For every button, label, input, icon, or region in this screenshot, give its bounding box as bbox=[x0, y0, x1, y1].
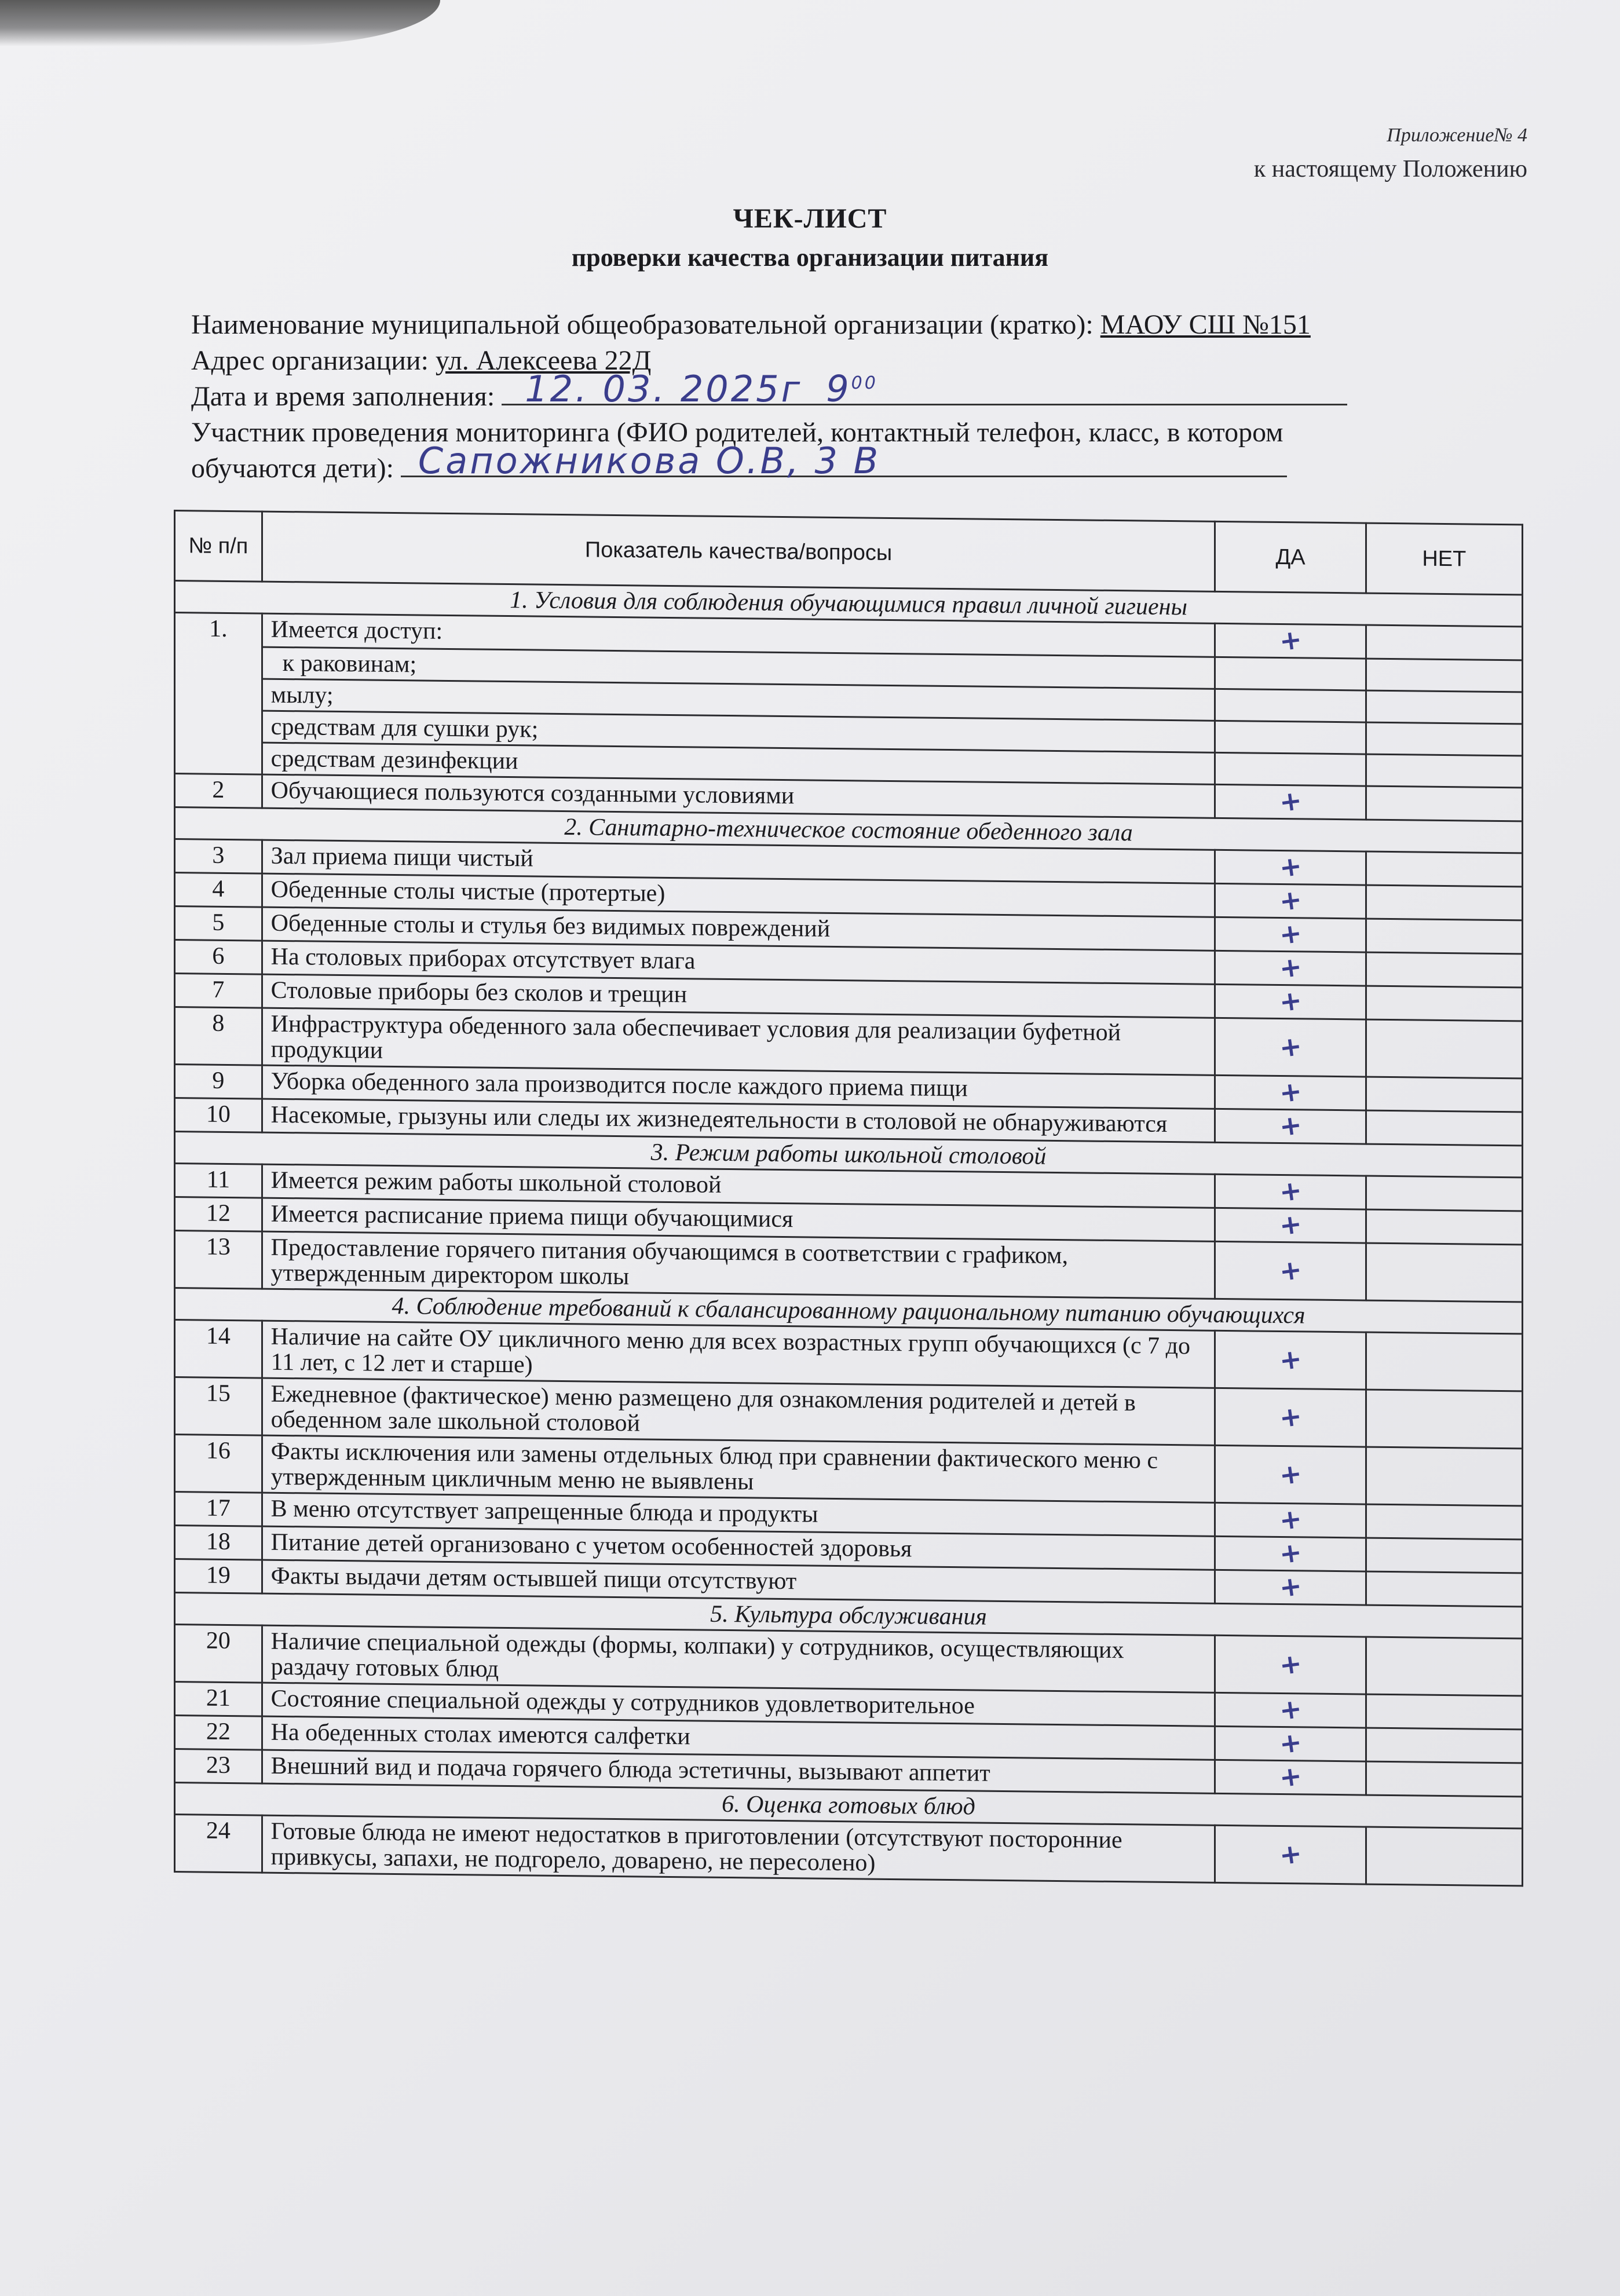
yes-cell[interactable] bbox=[1215, 917, 1366, 952]
subrow-item: к раковинам; bbox=[262, 647, 1215, 689]
row-question: Факты выдачи детям остывшей пищи отсутствуют bbox=[262, 1560, 1215, 1603]
yes-cell[interactable] bbox=[1215, 1502, 1366, 1538]
row-question: Обеденные столы и стулья без видимых повреждений bbox=[262, 907, 1215, 950]
row-question: Готовые блюда не имеют недостатков в приготовлении (отсутствуют посторонние привкусы, запахи, не подгорело, доварено, не пересолено) bbox=[262, 1815, 1215, 1882]
check-mark: + bbox=[1277, 784, 1304, 818]
yes-cell[interactable] bbox=[1215, 1536, 1366, 1571]
check-mark: + bbox=[1277, 1759, 1304, 1794]
row-number: 17 bbox=[175, 1492, 262, 1527]
header-num: № п/п bbox=[175, 511, 262, 582]
section-title: 1. Условия для соблюдения обучающимися правил личной гигиены bbox=[175, 581, 1523, 627]
checklist-table bbox=[174, 510, 1523, 1886]
row-number: 5 bbox=[175, 906, 262, 941]
yes-cell[interactable] bbox=[1215, 689, 1366, 722]
check-mark: + bbox=[1277, 1074, 1304, 1109]
row-question: Предоставление горячего питания обучающимся в соответствии с графиком, утвержденным директором школы bbox=[262, 1231, 1215, 1299]
no-cell[interactable] bbox=[1366, 1447, 1522, 1506]
row-number: 2 bbox=[175, 774, 262, 809]
row-question: Факты исключения или замены отдельных блюд при сравнении фактического меню с утвержденным цикличным меню не выявлены bbox=[262, 1435, 1215, 1502]
row-question: Столовые приборы без сколов и трещин bbox=[262, 974, 1215, 1018]
row-number: 18 bbox=[175, 1526, 262, 1560]
row-question: На обеденных столах имеются салфетки bbox=[262, 1716, 1215, 1760]
row-number: 13 bbox=[175, 1231, 262, 1289]
check-mark: + bbox=[1277, 1725, 1304, 1760]
no-cell[interactable] bbox=[1366, 1332, 1522, 1391]
row-question: Уборка обеденного зала производится после каждого приема пищи bbox=[262, 1065, 1215, 1109]
yes-cell[interactable] bbox=[1215, 1330, 1366, 1390]
document-subtitle: проверки качества организации питания bbox=[571, 243, 1049, 272]
yes-cell[interactable] bbox=[1215, 1570, 1366, 1605]
no-cell[interactable] bbox=[1366, 1728, 1522, 1763]
yes-cell[interactable] bbox=[1215, 752, 1366, 786]
check-mark: + bbox=[1277, 623, 1304, 657]
check-mark: + bbox=[1277, 849, 1304, 884]
table-header-row bbox=[175, 511, 1523, 595]
yes-cell[interactable] bbox=[1215, 623, 1366, 659]
row-question: Насекомые, грызуны или следы их жизнедеятельности в столовой не обнаруживаются bbox=[262, 1099, 1215, 1142]
date-line bbox=[502, 368, 1347, 410]
row-number: 24 bbox=[175, 1815, 262, 1873]
row-number: 20 bbox=[175, 1625, 262, 1683]
row-number: 6 bbox=[175, 940, 262, 975]
info-block bbox=[191, 307, 1425, 487]
appendix-note bbox=[1254, 119, 1527, 186]
yes-cell[interactable] bbox=[1215, 1726, 1366, 1761]
header-yes: ДА bbox=[1215, 521, 1366, 593]
row-number: 14 bbox=[175, 1320, 262, 1379]
row-question: Инфраструктура обеденного зала обеспечивает условия для реализации буфетной продукции bbox=[262, 1008, 1215, 1075]
check-mark: + bbox=[1277, 1647, 1304, 1681]
handwritten-time: $9^{00}$ bbox=[826, 368, 878, 410]
no-cell[interactable] bbox=[1366, 1209, 1522, 1245]
yes-cell[interactable] bbox=[1215, 1388, 1366, 1447]
check-mark: + bbox=[1277, 883, 1304, 917]
section-title: 6. Оценка готовых блюд bbox=[175, 1783, 1523, 1829]
no-cell[interactable] bbox=[1366, 986, 1522, 1021]
appendix-reference: к настоящему Положению bbox=[1253, 156, 1527, 182]
check-mark: + bbox=[1277, 1837, 1304, 1871]
section-title: 5. Культура обслуживания bbox=[175, 1593, 1523, 1639]
row-question: Обучающиеся пользуются созданными условиями bbox=[262, 774, 1215, 818]
row-question: В меню отсутствует запрещенные блюда и продукты bbox=[262, 1493, 1215, 1536]
row-question: Состояние специальной одежды у сотрудников удовлетворительное bbox=[262, 1683, 1215, 1726]
header-question: Показатель качества/вопросы bbox=[262, 511, 1215, 591]
date-row bbox=[191, 368, 1425, 415]
org-label: Наименование муниципальной общеобразовательной организации (кратко): bbox=[191, 309, 1094, 340]
no-cell[interactable] bbox=[1366, 786, 1522, 821]
participant-label-1: Участник проведения мониторинга (ФИО родителей, контактный телефон, класс, в котором bbox=[191, 417, 1283, 448]
yes-cell[interactable] bbox=[1215, 1635, 1366, 1694]
no-cell[interactable] bbox=[1366, 1390, 1522, 1449]
no-cell[interactable] bbox=[1366, 1243, 1522, 1302]
row-question: Питание детей организовано с учетом особенностей здоровья bbox=[262, 1526, 1215, 1570]
no-cell[interactable] bbox=[1366, 952, 1522, 988]
check-mark: + bbox=[1277, 1535, 1304, 1570]
row-number: 22 bbox=[175, 1716, 262, 1750]
yes-cell[interactable] bbox=[1215, 1075, 1366, 1110]
row-question: Имеется доступ: bbox=[262, 613, 1215, 657]
row-question: Внешний вид и подача горячего блюда эстетичны, вызывают аппетит bbox=[262, 1750, 1215, 1793]
yes-cell[interactable] bbox=[1215, 1174, 1366, 1209]
check-mark: + bbox=[1277, 1029, 1304, 1063]
row-number: 4 bbox=[175, 873, 262, 908]
no-cell[interactable] bbox=[1366, 1176, 1522, 1211]
row-number: 23 bbox=[175, 1749, 262, 1784]
subrow-item: средствам для сушки рук; bbox=[262, 711, 1215, 752]
section-title: 3. Режим работы школьной столовой bbox=[175, 1132, 1523, 1178]
row-number: 11 bbox=[175, 1164, 262, 1198]
no-cell[interactable] bbox=[1366, 1827, 1522, 1886]
check-mark: + bbox=[1277, 1108, 1304, 1143]
yes-cell[interactable] bbox=[1215, 850, 1366, 885]
yes-cell[interactable] bbox=[1215, 784, 1366, 820]
no-cell[interactable] bbox=[1366, 919, 1522, 954]
header-no: НЕТ bbox=[1366, 523, 1522, 595]
no-cell[interactable] bbox=[1366, 885, 1522, 920]
document-title: ЧЕК-ЛИСТ bbox=[733, 203, 887, 234]
row-number: 1. bbox=[175, 613, 262, 775]
no-cell[interactable] bbox=[1366, 1019, 1522, 1078]
no-cell[interactable] bbox=[1366, 659, 1522, 692]
table-body bbox=[175, 581, 1523, 1886]
row-question: Имеется расписание приема пищи обучающимися bbox=[262, 1198, 1215, 1241]
row-question: Наличие специальной одежды (формы, колпаки) у сотрудников, осуществляющих раздачу готовых блюд bbox=[262, 1625, 1215, 1692]
yes-cell[interactable] bbox=[1215, 883, 1366, 919]
row-number: 21 bbox=[175, 1682, 262, 1717]
row-question: Ежедневное (фактическое) меню размещено для ознакомления родителей и детей в обеденном зале школьной столовой bbox=[262, 1378, 1215, 1445]
yes-cell[interactable] bbox=[1215, 1445, 1366, 1504]
check-mark: + bbox=[1277, 1457, 1304, 1491]
row-question: Обеденные столы чистые (протертые) bbox=[262, 873, 1215, 917]
no-cell[interactable] bbox=[1366, 690, 1522, 724]
yes-cell[interactable] bbox=[1215, 657, 1366, 690]
row-question: Наличие на сайте ОУ цикличного меню для всех возрастных групп обучающихся (с 7 до 11 лет, с 12 лет и старше) bbox=[262, 1321, 1215, 1388]
no-cell[interactable] bbox=[1366, 1077, 1522, 1112]
date-label: Дата и время заполнения: bbox=[191, 381, 495, 412]
no-cell[interactable] bbox=[1366, 1761, 1522, 1797]
row-number: 12 bbox=[175, 1197, 262, 1232]
yes-cell[interactable] bbox=[1215, 1692, 1366, 1728]
row-number: 7 bbox=[175, 974, 262, 1008]
address-row bbox=[191, 343, 1425, 379]
yes-cell[interactable] bbox=[1215, 721, 1366, 754]
no-cell[interactable] bbox=[1366, 851, 1522, 887]
no-cell[interactable] bbox=[1366, 754, 1522, 788]
no-cell[interactable] bbox=[1366, 1637, 1522, 1696]
section-title: 2. Санитарно-техническое состояние обеденного зала bbox=[175, 807, 1523, 853]
no-cell[interactable] bbox=[1366, 1538, 1522, 1573]
appendix-number: Приложение№ 4 bbox=[1387, 125, 1527, 146]
check-mark: + bbox=[1277, 916, 1304, 951]
yes-cell[interactable] bbox=[1215, 1241, 1366, 1300]
no-cell[interactable] bbox=[1366, 1694, 1522, 1730]
row-number: 8 bbox=[175, 1007, 262, 1066]
participant-label-2: обучаются дети): bbox=[191, 453, 394, 484]
check-mark: + bbox=[1277, 984, 1304, 1018]
check-mark: + bbox=[1277, 1692, 1304, 1727]
address-value: ул. Алексеева 22Д bbox=[435, 345, 652, 376]
yes-cell[interactable] bbox=[1215, 1109, 1366, 1144]
yes-cell[interactable] bbox=[1215, 950, 1366, 986]
check-mark: + bbox=[1277, 1342, 1304, 1376]
check-mark: + bbox=[1277, 1502, 1304, 1537]
subrow-item: мылу; bbox=[262, 679, 1215, 721]
row-number: 19 bbox=[175, 1559, 262, 1594]
org-value: МАОУ СШ №151 bbox=[1100, 309, 1311, 340]
row-question: Имеется режим работы школьной столовой bbox=[262, 1164, 1215, 1208]
yes-cell[interactable] bbox=[1215, 1018, 1366, 1077]
row-number: 3 bbox=[175, 839, 262, 874]
background-shadow bbox=[0, 0, 440, 46]
handwritten-participant: Сапожникова О.В, 3 В bbox=[418, 440, 881, 482]
row-question: Зал приема пищи чистый bbox=[262, 840, 1215, 883]
no-cell[interactable] bbox=[1366, 1110, 1522, 1146]
yes-cell[interactable] bbox=[1215, 1825, 1366, 1884]
yes-cell[interactable] bbox=[1215, 1208, 1366, 1243]
row-number: 9 bbox=[175, 1065, 262, 1099]
check-mark: + bbox=[1277, 1253, 1304, 1287]
yes-cell[interactable] bbox=[1215, 1760, 1366, 1795]
subrow-item: средствам дезинфекции bbox=[262, 743, 1215, 784]
no-cell[interactable] bbox=[1366, 1571, 1522, 1607]
row-number: 16 bbox=[175, 1435, 262, 1493]
no-cell[interactable] bbox=[1366, 625, 1522, 660]
org-row bbox=[191, 307, 1425, 343]
check-mark: + bbox=[1277, 1399, 1304, 1434]
yes-cell[interactable] bbox=[1215, 984, 1366, 1019]
participant-line bbox=[401, 440, 1287, 482]
check-mark: + bbox=[1277, 1173, 1304, 1208]
check-mark: + bbox=[1277, 1569, 1304, 1604]
handwritten-date: 12. 03. 2025г bbox=[525, 368, 803, 410]
check-mark: + bbox=[1277, 950, 1304, 985]
section-title: 4. Соблюдение требований к сбалансированному рациональному питанию обучающихся bbox=[175, 1288, 1523, 1334]
row-number: 15 bbox=[175, 1377, 262, 1436]
participant-row-2 bbox=[191, 440, 1425, 487]
title-block bbox=[0, 203, 1620, 272]
row-question: На столовых приборах отсутствует влага bbox=[262, 941, 1215, 984]
check-mark: + bbox=[1277, 1207, 1304, 1242]
no-cell[interactable] bbox=[1366, 722, 1522, 756]
address-label: Адрес организации: bbox=[191, 345, 429, 376]
no-cell[interactable] bbox=[1366, 1504, 1522, 1540]
row-number: 10 bbox=[175, 1098, 262, 1133]
